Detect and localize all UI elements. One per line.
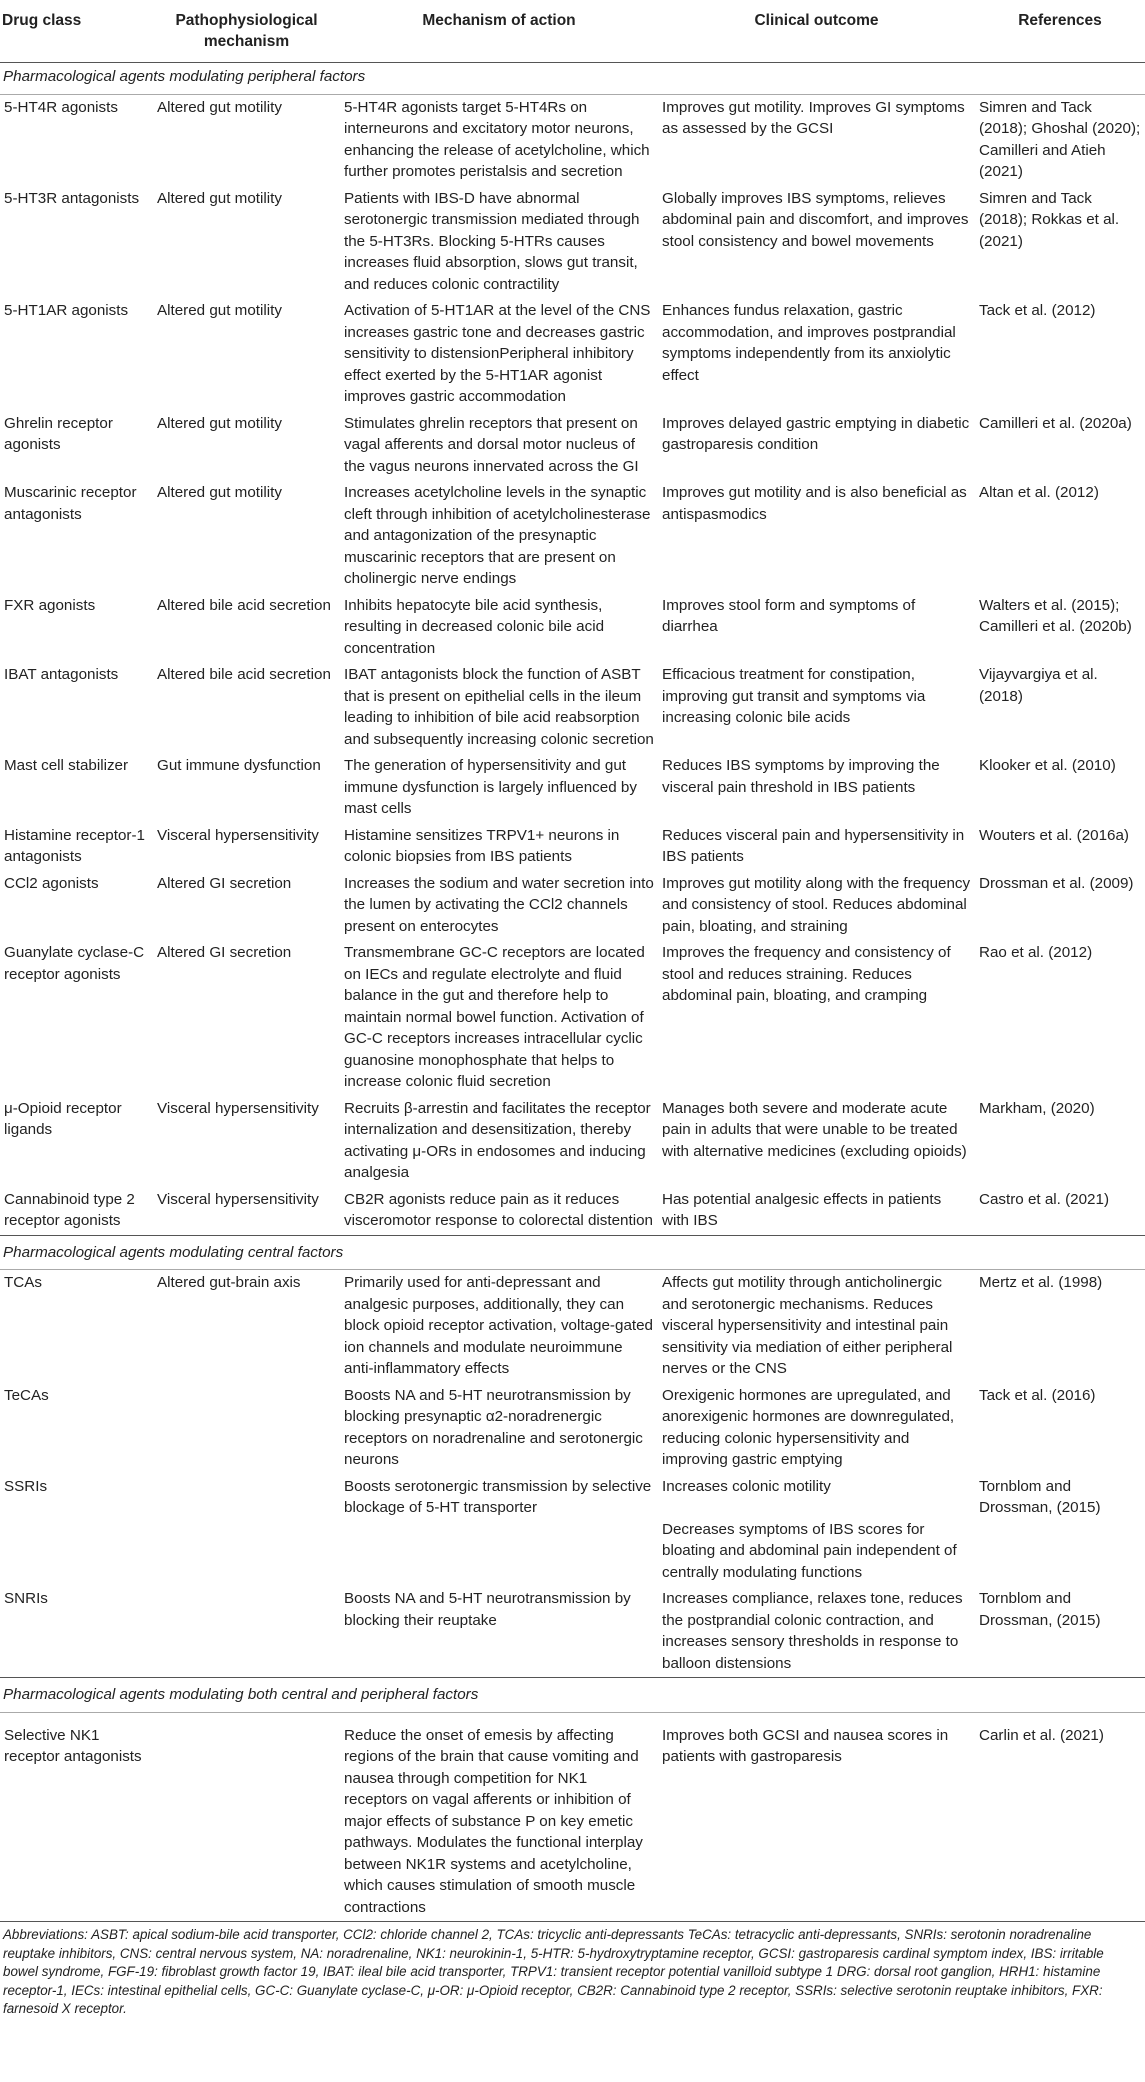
outcome-cell: Improves stool form and symptoms of diarrhea bbox=[662, 596, 916, 635]
reference-cell: Simren and Tack (2018); Ghoshal (2020); Camilleri and Atieh (2021) bbox=[979, 98, 1141, 180]
outcome-cell: Increases compliance, relaxes tone, reduces the postprandial colonic contraction, and increases sensory thresholds in response to balloon distensions bbox=[658, 1586, 975, 1678]
header-mechanism-of-action: Mechanism of action bbox=[340, 0, 658, 63]
reference-cell: Markham, (2020) bbox=[979, 1099, 1095, 1117]
outcome-cell: Globally improves IBS symptoms, relieves abdominal pain and discomfort, and improves stool consistency and bowel movements bbox=[662, 189, 969, 250]
action-cell: Boosts NA and 5-HT neurotransmission by blocking their reuptake bbox=[340, 1586, 658, 1678]
reference-cell: Rao et al. (2012) bbox=[979, 944, 1093, 961]
outcome-cell: Affects gut motility through anticholinergic and serotonergic mechanisms. Reduces visceral hypersensitivity and intestinal pain sensitivity via mediation of either peripheral nerves or the CNS bbox=[662, 1274, 953, 1377]
section-title: Pharmacological agents modulating central factors bbox=[0, 1235, 1145, 1270]
reference-cell: Tornblom and Drossman, (2015) bbox=[975, 1586, 1145, 1678]
table-row bbox=[0, 411, 1145, 481]
outcome-cell: Manages both severe and moderate acute pain in adults that were unable to be treated with alternative medicines (excluding opioids) bbox=[662, 1099, 967, 1160]
drug-class-cell: Cannabinoid type 2 receptor agonists bbox=[0, 1187, 153, 1236]
table-row bbox=[0, 298, 1145, 411]
outcome-cell: Improves both GCSI and nausea scores in patients with gastroparesis bbox=[658, 1712, 975, 1922]
reference-cell: Drossman et al. (2009) bbox=[979, 874, 1134, 892]
table-row bbox=[0, 1096, 1145, 1187]
reference-cell: Vijayvargiya et al. (2018) bbox=[979, 666, 1098, 705]
drug-class-cell: TCAs bbox=[4, 1274, 42, 1291]
action-cell: Histamine sensitizes TRPV1+ neurons in colonic biopsies from IBS patients bbox=[344, 826, 620, 865]
mechanism-cell: Visceral hypersensitivity bbox=[153, 1187, 340, 1236]
section-row bbox=[0, 1235, 1145, 1270]
reference-cell: Tack et al. (2012) bbox=[979, 302, 1096, 319]
drug-class-cell: Selective NK1 receptor antagonists bbox=[0, 1712, 153, 1922]
table-row bbox=[0, 480, 1145, 593]
action-cell: Reduce the onset of emesis by affecting regions of the brain that cause vomiting and nausea through competition for NK1 receptors on vagal afferents or inhibition of major effects of substance P on key emetic pathways. Modulates the functional interplay between NK1R systems and acetylcholine, which causes stimulation of smooth muscle contractions bbox=[340, 1712, 658, 1922]
outcome-cell: Orexigenic hormones are upregulated, and anorexigenic hormones are downregulated, reducing colonic hypersensitivity and improving gastric emptying bbox=[662, 1386, 955, 1468]
drug-class-cell: Mast cell stabilizer bbox=[4, 757, 129, 774]
action-cell: Transmembrane GC-C receptors are located on IECs and regulate electrolyte and fluid balance in the gut and therefore help to maintain normal bowel function. Activation of GC-C receptors increases intracellular cyclic guanosine monophosphate that helps to increase colonic fluid secretion bbox=[344, 944, 645, 1090]
section-title: Pharmacological agents modulating both central and peripheral factors bbox=[0, 1678, 1145, 1713]
table-row bbox=[0, 593, 1145, 663]
drug-class-cell: Ghrelin receptor agonists bbox=[4, 414, 113, 453]
table-row bbox=[0, 753, 1145, 823]
table-row bbox=[0, 1270, 1145, 1383]
table-row bbox=[0, 662, 1145, 753]
drug-class-cell: SSRIs bbox=[4, 1477, 48, 1495]
table-row bbox=[0, 1712, 1145, 1922]
drug-class-cell: 5-HT4R agonists bbox=[4, 98, 118, 116]
reference-cell: Altan et al. (2012) bbox=[979, 484, 1099, 501]
reference-cell: Tack et al. (2016) bbox=[979, 1386, 1096, 1404]
mechanism-cell: Altered GI secretion bbox=[157, 944, 292, 961]
action-cell: Stimulates ghrelin receptors that present on vagal afferents and dorsal motor nucleus of the vagus neurons innervated across the GI bbox=[344, 414, 639, 475]
outcome-cell: Reduces visceral pain and hypersensitivity in IBS patients bbox=[662, 826, 965, 865]
outcome-cell: Reduces IBS symptoms by improving the visceral pain threshold in IBS patients bbox=[662, 757, 940, 796]
action-cell: Boosts serotonergic transmission by selective blockage of 5-HT transporter bbox=[344, 1477, 652, 1516]
action-cell: 5-HT4R agonists target 5-HT4Rs on interneurons and excitatory motor neurons, enhancing the release of acetylcholine, which further promotes peristalsis and secretion bbox=[344, 98, 650, 180]
reference-cell: Castro et al. (2021) bbox=[975, 1187, 1145, 1236]
action-cell: Primarily used for anti-depressant and analgesic purposes, additionally, they can block opioid receptor activation, voltage-gated ion channels and modulate neuroimmune anti-inflammatory effects bbox=[344, 1274, 654, 1377]
action-cell: Activation of 5-HT1AR at the level of the CNS increases gastric tone and decreases gastric sensitivity to distensionPeripheral inhibitory effect exerted by the 5-HT1AR agonist improves gastric accommodation bbox=[344, 302, 651, 405]
action-cell: Patients with IBS-D have abnormal serotonergic transmission mediated through the 5-HT3Rs. Blocking 5-HTRs causes increases fluid absorption, slows gut transit, and reduces colonic contractility bbox=[344, 189, 640, 293]
reference-cell: Klooker et al. (2010) bbox=[979, 757, 1116, 774]
table-body bbox=[0, 63, 1145, 1922]
reference-cell: Simren and Tack (2018); Rokkas et al. (2021) bbox=[979, 189, 1120, 250]
table-row bbox=[0, 940, 1145, 1096]
mechanism-cell: Altered bile acid secretion bbox=[157, 596, 331, 614]
table-row bbox=[0, 1383, 1145, 1474]
drug-class-cell: Histamine receptor-1 antagonists bbox=[4, 826, 145, 865]
mechanism-cell bbox=[153, 1474, 340, 1587]
mechanism-cell bbox=[153, 1383, 340, 1474]
section-row bbox=[0, 63, 1145, 95]
section-title: Pharmacological agents modulating peripheral factors bbox=[0, 63, 1145, 95]
drug-class-cell: Guanylate cyclase-C receptor agonists bbox=[4, 944, 145, 983]
outcome-cell: Improves delayed gastric emptying in diabetic gastroparesis condition bbox=[662, 414, 970, 453]
mechanism-cell: Altered gut-brain axis bbox=[157, 1274, 301, 1291]
abbreviations-footnote: Abbreviations: ASBT: apical sodium-bile acid transporter, CCl2: chloride channel 2, TCAs: tricyclic anti-depressants TeCAs: tetracyclic anti-depressants, SNRIs: serotonin noradrenaline reuptake inhibitors, CNS: central nervous system, NA: noradrenaline, NK1: neurokinin-1, 5-HTR: 5-hydroxytryptamine receptor, GCSI: gastroparesis cardinal symptom index, IBS: irritable bowel syndrome, FGF-19: fibroblast growth factor 19, IBAT: ileal bile acid transporter, TRPV1: transient receptor potential vanilloid subtype 1 DRG: dorsal root ganglion, HRH1: histamine receptor-1, IECs: intestinal epithelial cells, GC-C: Guanylate cyclase-C, μ-OR: μ-Opioid receptor, CB2R: Cannabinoid type 2 receptor, SSRIs: selective serotonin reuptake inhibitors, FXR: farnesoid X receptor. bbox=[3, 1927, 1104, 2017]
drug-class-cell: μ-Opioid receptor ligands bbox=[4, 1099, 122, 1138]
drug-class-cell: TeCAs bbox=[4, 1386, 49, 1404]
reference-cell: Mertz et al. (1998) bbox=[979, 1274, 1103, 1291]
drug-class-cell: 5-HT3R antagonists bbox=[4, 189, 140, 207]
mechanism-cell: Gut immune dysfunction bbox=[157, 757, 321, 774]
drug-class-cell: IBAT antagonists bbox=[4, 666, 119, 683]
table-row bbox=[0, 94, 1145, 186]
reference-cell: Walters et al. (2015); Camilleri et al. (2020b) bbox=[979, 596, 1132, 635]
drug-class-cell: 5-HT1AR agonists bbox=[4, 302, 129, 319]
action-cell: Increases the sodium and water secretion into the lumen by activating the CCl2 channels present on enterocytes bbox=[344, 874, 654, 935]
action-cell: Inhibits hepatocyte bile acid synthesis, resulting in decreased colonic bile acid concentration bbox=[344, 596, 605, 657]
table-row bbox=[0, 1586, 1145, 1678]
header-references: References bbox=[975, 0, 1145, 63]
outcome-cell: Improves gut motility along with the frequency and consistency of stool. Reduces abdominal pain, bloating, and straining bbox=[662, 874, 971, 935]
table-row bbox=[0, 186, 1145, 299]
mechanism-cell: Visceral hypersensitivity bbox=[157, 826, 319, 844]
outcome-cell: Improves gut motility. Improves GI symptoms as assessed by the GCSI bbox=[662, 98, 965, 137]
outcome-cell: Efficacious treatment for constipation, improving gut transit and symptoms via increasing colonic bile acids bbox=[662, 666, 926, 726]
table-row bbox=[0, 823, 1145, 871]
table-row bbox=[0, 1187, 1145, 1236]
mechanism-cell bbox=[153, 1586, 340, 1678]
action-cell: The generation of hypersensitivity and gut immune dysfunction is largely influenced by mast cells bbox=[344, 757, 637, 817]
table-row bbox=[0, 871, 1145, 941]
header-row bbox=[0, 0, 1145, 63]
mechanism-cell: Altered gut motility bbox=[157, 98, 282, 116]
action-cell: CB2R agonists reduce pain as it reduces visceromotor response to colorectal distention bbox=[340, 1187, 658, 1236]
action-cell: Recruits β-arrestin and facilitates the receptor internalization and desensitization, thereby activating μ-ORs in endosomes and inducing analgesia bbox=[344, 1099, 651, 1181]
mechanism-cell: Altered GI secretion bbox=[157, 874, 292, 892]
outcome-cell: Enhances fundus relaxation, gastric accommodation, and improves postprandial symptoms independently from its anxiolytic effect bbox=[662, 302, 956, 384]
header-drug-class: Drug class bbox=[0, 0, 153, 63]
header-clinical-outcome: Clinical outcome bbox=[658, 0, 975, 63]
mechanism-cell: Visceral hypersensitivity bbox=[157, 1099, 319, 1117]
mechanism-cell: Altered gut motility bbox=[157, 189, 282, 207]
header-pathophysiological-mechanism: Pathophysiological mechanism bbox=[153, 0, 340, 63]
outcome-cell: Improves gut motility and is also beneficial as antispasmodics bbox=[662, 484, 967, 523]
reference-cell: Carlin et al. (2021) bbox=[975, 1712, 1145, 1922]
outcome-cell: Improves the frequency and consistency of stool and reduces straining. Reduces abdominal pain, bloating, and cramping bbox=[662, 944, 951, 1004]
drug-class-cell: FXR agonists bbox=[4, 596, 96, 614]
section-row bbox=[0, 1678, 1145, 1713]
outcome-cell: Increases colonic motility Decreases symptoms of IBS scores for bloating and abdominal pain independent of centrally modulating functions bbox=[662, 1477, 957, 1581]
action-cell: Boosts NA and 5-HT neurotransmission by blocking presynaptic α2-noradrenergic receptors on noradrenaline and serotonergic neurons bbox=[344, 1386, 643, 1468]
reference-cell: Camilleri et al. (2020a) bbox=[979, 414, 1132, 432]
drug-class-cell: Muscarinic receptor antagonists bbox=[4, 484, 137, 523]
action-cell: Increases acetylcholine levels in the synaptic cleft through inhibition of acetylcholinesterase and antagonization of the presynaptic muscarinic receptors that are present on cholinergic nerve endings bbox=[344, 484, 651, 587]
reference-cell: Wouters et al. (2016a) bbox=[979, 826, 1129, 844]
mechanism-cell: Altered gut motility bbox=[157, 414, 282, 432]
mechanism-cell bbox=[153, 1712, 340, 1922]
mechanism-cell: Altered gut motility bbox=[157, 484, 282, 501]
mechanism-cell: Altered gut motility bbox=[157, 302, 282, 319]
reference-cell: Tornblom and Drossman, (2015) bbox=[979, 1477, 1101, 1516]
table-row bbox=[0, 1474, 1145, 1587]
action-cell: IBAT antagonists block the function of ASBT that is present on epithelial cells in the ileum leading to inhibition of bile acid reabsorption and subsequently increasing colonic secretion bbox=[344, 666, 654, 748]
drug-class-cell: SNRIs bbox=[0, 1586, 153, 1678]
outcome-cell: Has potential analgesic effects in patients with IBS bbox=[658, 1187, 975, 1236]
drug-class-cell: CCl2 agonists bbox=[4, 874, 99, 892]
mechanism-cell: Altered bile acid secretion bbox=[157, 666, 331, 683]
